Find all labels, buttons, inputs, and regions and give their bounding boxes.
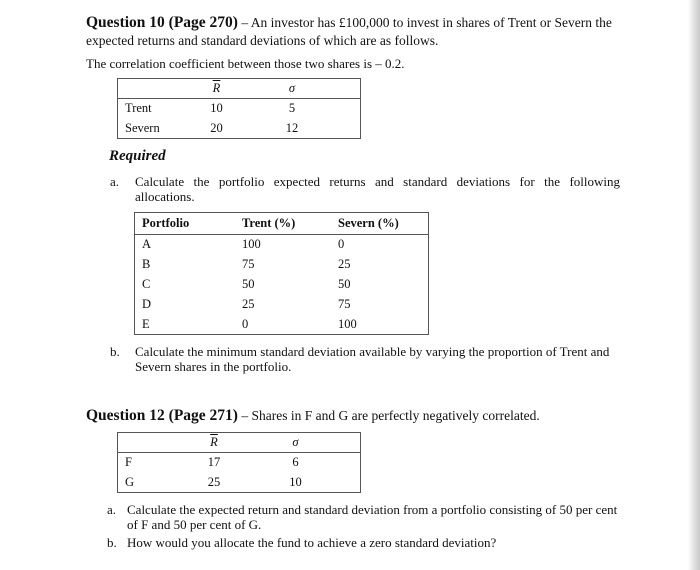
- table-row: [135, 315, 429, 335]
- table-row: [118, 453, 361, 473]
- table-row: [135, 275, 429, 295]
- trent-percent-cell: 50: [242, 277, 255, 291]
- table-header-row: [135, 213, 429, 235]
- std-dev-header: σ: [288, 81, 296, 95]
- allocations-table: [134, 212, 429, 335]
- severn-percent-cell: 75: [338, 297, 351, 311]
- table-row: [135, 255, 429, 275]
- part-b-label: b.: [110, 344, 120, 359]
- table-header-row: [118, 433, 361, 453]
- question-10-heading: [86, 14, 626, 50]
- question-10-intro: – An investor has £100,000 to invest in shares of Trent or Severn the expected returns and standard deviations of which are as follows.: [86, 15, 612, 48]
- severn-percent-cell: 0: [338, 237, 345, 252]
- trent-percent-cell: 0: [242, 316, 249, 331]
- table-row: [118, 99, 361, 119]
- share-name-cell: Trent: [125, 101, 152, 116]
- share-name-cell: Severn: [125, 120, 160, 135]
- expected-return-header: $\overline{R}$: [210, 435, 218, 449]
- std-dev-cell: 12: [285, 120, 299, 135]
- std-dev-header: σ: [292, 435, 299, 449]
- portfolio-cell: D: [142, 297, 152, 311]
- table-row: [135, 235, 429, 255]
- question-12-intro: – Shares in F and G are perfectly negatively correlated.: [237, 408, 540, 423]
- trent-percent-header: Trent (%): [242, 216, 296, 230]
- share-name-cell: G: [125, 474, 135, 489]
- trent-severn-table: [117, 78, 361, 139]
- required-heading: Required: [109, 148, 166, 164]
- trent-percent-cell: 75: [242, 257, 255, 271]
- return-cell: 17: [207, 455, 221, 470]
- portfolio-cell: E: [142, 316, 150, 331]
- table-row: [135, 295, 429, 315]
- correlation-statement: The correlation coefficient between those two shares is – 0.2.: [86, 56, 405, 71]
- portfolio-header: Portfolio: [142, 216, 190, 230]
- part-a-text: Calculate the expected return and standard deviation from a portfolio consisting of 50 per cent of F and 50 per cent of G.: [127, 502, 618, 532]
- part-b-text: How would you allocate the fund to achieve a zero standard deviation?: [127, 535, 497, 550]
- trent-percent-cell: 100: [242, 237, 261, 252]
- page-edge-shadow: [688, 0, 700, 570]
- table-header-cell: [118, 79, 180, 99]
- part-a-label: a.: [107, 502, 117, 517]
- part-a-label: a.: [110, 174, 120, 189]
- severn-percent-cell: 25: [338, 257, 351, 271]
- question-12-part-a: [107, 502, 620, 534]
- portfolio-cell: C: [142, 277, 151, 291]
- severn-percent-header: Severn (%): [338, 216, 399, 230]
- severn-percent-cell: 100: [338, 316, 357, 331]
- question-10-part-b: [110, 344, 620, 376]
- f-g-shares-table: [117, 432, 361, 493]
- return-cell: 25: [207, 474, 221, 489]
- question-10-part-a: [110, 174, 620, 206]
- expected-return-header: $\overline{R}$: [212, 81, 221, 95]
- portfolio-cell: B: [142, 257, 151, 271]
- table-header-row: [118, 79, 361, 99]
- std-dev-cell: 5: [288, 101, 296, 116]
- return-cell: 20: [210, 120, 223, 135]
- std-dev-cell: 10: [289, 474, 302, 489]
- table-row: [118, 119, 361, 139]
- question-12-part-b: [107, 535, 620, 551]
- question-12-title: Question 12 (Page 271): [86, 407, 238, 424]
- question-12-heading: [86, 407, 626, 425]
- trent-percent-cell: 25: [242, 297, 255, 311]
- part-a-text: Calculate the portfolio expected returns and standard deviations for the following allocations.: [135, 174, 620, 204]
- part-b-label: b.: [107, 535, 117, 550]
- table-header-cell: [118, 433, 188, 453]
- question-10-title: Question 10 (Page 270): [86, 14, 238, 31]
- table-row: [118, 473, 361, 493]
- portfolio-cell: A: [142, 237, 152, 252]
- std-dev-cell: 6: [292, 455, 299, 470]
- return-cell: 10: [210, 101, 223, 116]
- share-name-cell: F: [125, 455, 132, 470]
- severn-percent-cell: 50: [338, 277, 351, 291]
- part-b-text: Calculate the minimum standard deviation available by varying the proportion of Trent and Severn shares in the portfolio.: [135, 344, 610, 374]
